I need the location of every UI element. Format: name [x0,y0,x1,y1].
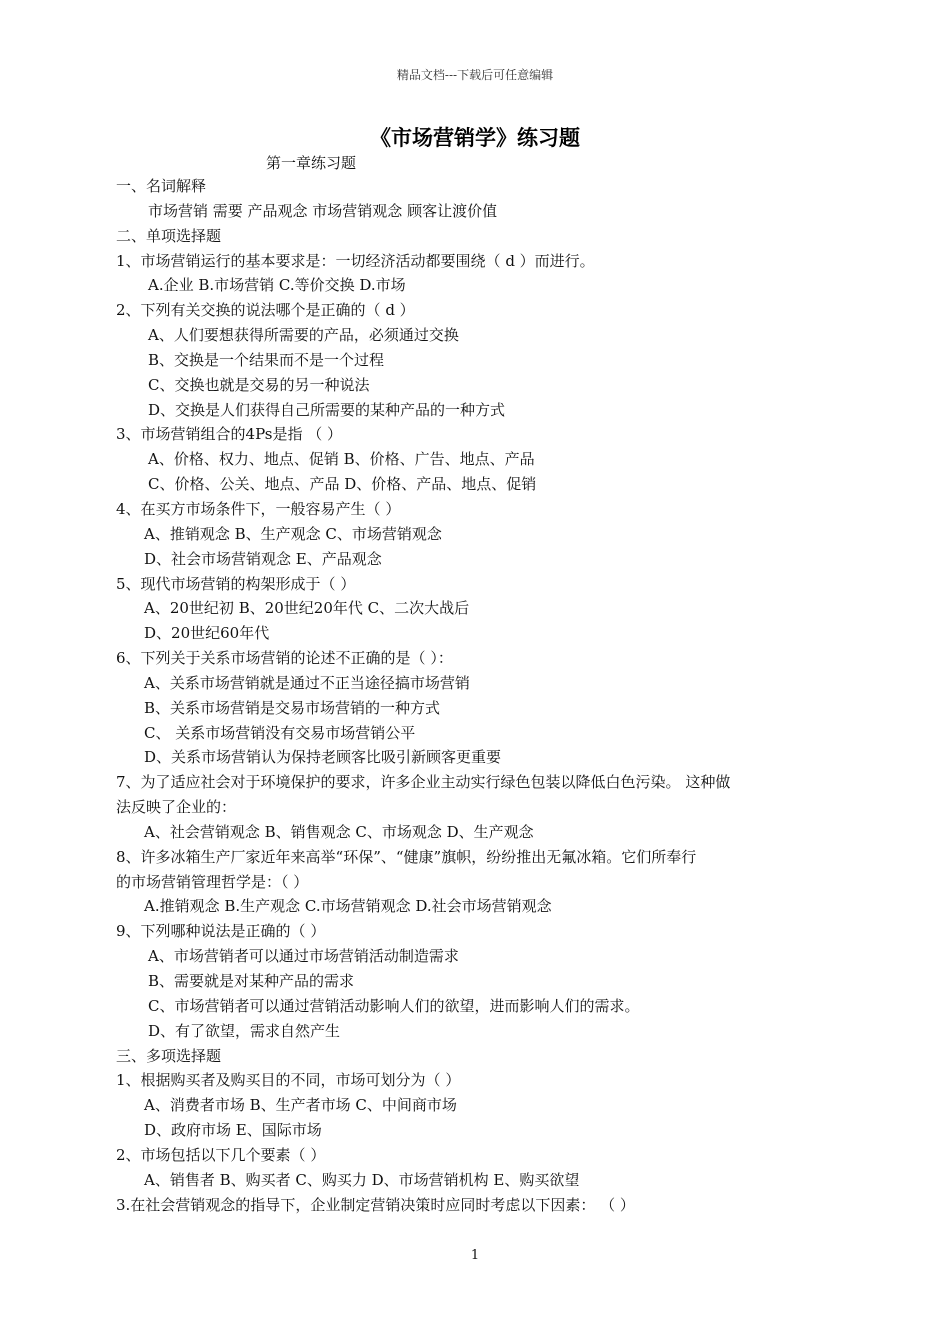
question-line: 5、现代市场营销的构架形成于（ ） [116,574,356,593]
option-line: A、人们要想获得所需要的产品，必须通过交换 [148,326,459,345]
section-heading: 二、单项选择题 [116,226,222,245]
question-line: 3、市场营销组合的4Ps是指 （ ） [116,425,343,444]
page-number: 1 [470,1248,480,1263]
question-line: 4、在买方市场条件下，一般容易产生（ ） [116,499,401,518]
option-line: B、需要就是对某种产品的需求 [148,972,355,990]
question-line: 3.在社会营销观念的指导下，企业制定营销决策时应同时考虑以下因素： （ ） [116,1195,635,1214]
option-line: A、价格、权力、地点、促销 B、价格、广告、地点、产品 [148,450,535,469]
question-line: 1、根据购买者及购买目的不同，市场可划分为（ ） [116,1071,461,1090]
page-header: 精品文档---下载后可任意编辑 [396,68,554,82]
option-line: D、社会市场营销观念 E、产品观念 [144,549,382,568]
question-line: 7、为了适应社会对于环境保护的要求，许多企业主动实行绿色包装以降低白色污染。 这种做 [116,773,731,792]
question-line: 2、下列有关交换的说法哪个是正确的（ d ） [116,301,415,320]
option-line: B、关系市场营销是交易市场营销的一种方式 [144,698,441,717]
question-line: 1、市场营销运行的基本要求是：一切经济活动都要围绕（ d ）而进行。 [116,251,595,270]
question-line: 2、市场包括以下几个要素（ ） [116,1145,326,1164]
option-line: D、20世纪60年代 [144,624,270,643]
option-line: A.推销观念 B.生产观念 C.市场营销观念 D.社会市场营销观念 [144,897,552,916]
option-line: A、20世纪初 B、20世纪20年代 C、二次大战后 [144,599,470,618]
option-line: B、交换是一个结果而不是一个过程 [148,350,385,369]
option-line: A、关系市场营销就是通过不正当途径搞市场营销 [144,673,470,692]
option-line: C、 关系市场营销没有交易市场营销公平 [144,723,416,742]
option-line: A、市场营销者可以通过市场营销活动制造需求 [148,947,459,966]
option-line: A、社会营销观念 B、销售观念 C、市场观念 D、生产观念 [144,822,534,841]
option-line: D、交换是人们获得自己所需要的某种产品的一种方式 [148,400,506,419]
option-line: C、价格、公关、地点、产品 D、价格、产品、地点、促销 [148,475,537,494]
document-title: 《市场营销学》练习题 [370,125,580,150]
option-line: C、市场营销者可以通过营销活动影响人们的欲望，进而影响人们的需求。 [148,996,640,1015]
exercise-body [116,174,816,1217]
option-line: D、关系市场营销认为保持老顾客比吸引新顾客更重要 [144,748,502,767]
question-line: 9、下列哪种说法是正确的（ ） [116,922,326,941]
option-line: D、政府市场 E、国际市场 [144,1121,322,1140]
question-line-continued: 法反映了企业的： [116,798,237,817]
option-line: A、销售者 B、购买者 C、购买力 D、市场营销机构 E、购买欲望 [144,1170,580,1189]
option-line: C、交换也就是交易的另一种说法 [148,375,370,394]
question-line: 8、许多冰箱生产厂家近年来高举“环保”、“健康”旗帜，纷纷推出无氟冰箱。它们所奉行 [116,847,697,866]
option-line: A.企业 B.市场营销 C.等价交换 D.市场 [148,276,406,295]
option-line: A、消费者市场 B、生产者市场 C、中间商市场 [144,1096,457,1115]
section-heading: 一、名词解释 [116,177,207,195]
option-line: D、有了欲望，需求自然产生 [148,1021,341,1040]
option-line: A、推销观念 B、生产观念 C、市场营销观念 [144,524,442,543]
section-heading: 三、多项选择题 [116,1046,222,1065]
question-line-continued: 的市场营销管理哲学是：（ ） [116,872,309,891]
chapter-heading: 第一章练习题 [266,154,357,172]
term-list: 市场营销 需要 产品观念 市场营销观念 顾客让渡价值 [148,201,498,220]
question-line: 6、下列关于关系市场营销的论述不正确的是（ ）： [116,649,453,668]
